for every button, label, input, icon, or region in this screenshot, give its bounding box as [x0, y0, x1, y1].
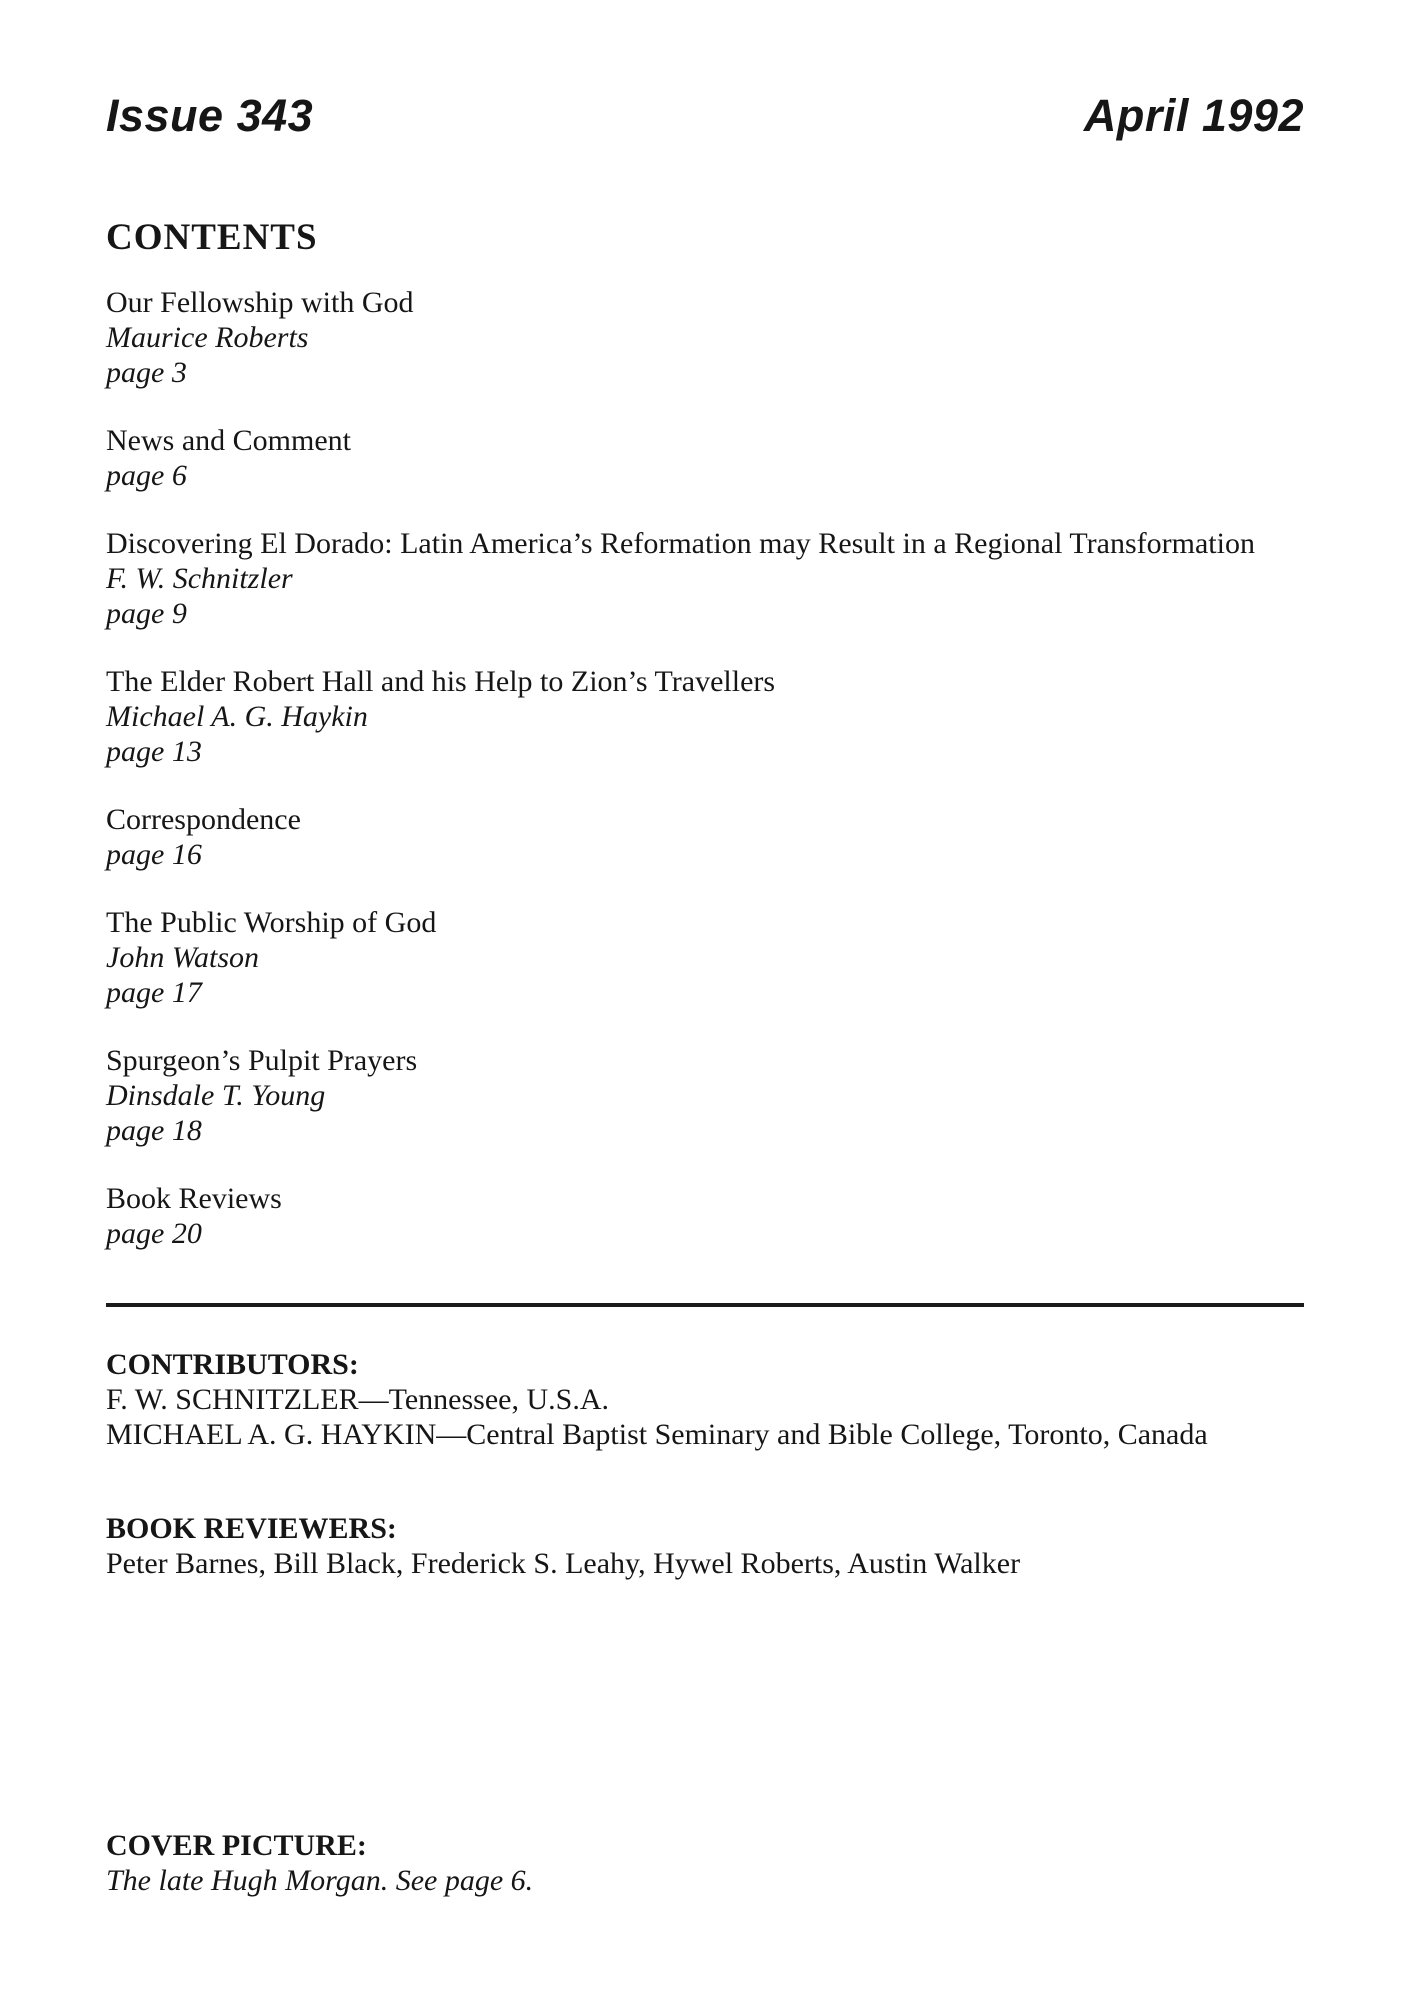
- table-of-contents: [106, 285, 1304, 1251]
- contributors-section: [106, 1347, 1304, 1452]
- item-title: The Public Worship of God: [106, 906, 437, 939]
- item-page: page 18: [106, 1114, 202, 1147]
- item-author: Michael A. G. Haykin: [106, 700, 368, 733]
- page-content: [106, 0, 1304, 1898]
- item-title: Spurgeon’s Pulpit Prayers: [106, 1044, 418, 1077]
- cover-picture-section: [106, 1828, 1304, 1898]
- toc-item: [106, 285, 1304, 390]
- toc-item: [106, 526, 1304, 631]
- item-page: page 13: [106, 735, 202, 768]
- item-author: John Watson: [106, 941, 260, 974]
- book-reviewers-line: Peter Barnes, Bill Black, Frederick S. Leahy, Hywel Roberts, Austin Walker: [106, 1547, 1021, 1580]
- item-title: Correspondence: [106, 803, 301, 836]
- issue-date: April 1992: [1083, 90, 1304, 141]
- contributor-line: MICHAEL A. G. HAYKIN—Central Baptist Seminary and Bible College, Toronto, Canada: [106, 1418, 1208, 1451]
- toc-item: [106, 802, 1304, 872]
- item-author: F. W. Schnitzler: [106, 562, 293, 595]
- toc-item: [106, 1181, 1304, 1251]
- masthead: [106, 88, 1304, 144]
- toc-item: [106, 905, 1304, 1010]
- item-title: Our Fellowship with God: [106, 286, 414, 319]
- book-reviewers-section: [106, 1511, 1304, 1581]
- item-page: page 20: [106, 1217, 202, 1250]
- item-title: Discovering El Dorado: Latin America’s Reformation may Result in a Regional Transformation: [106, 527, 1255, 560]
- item-page: page 16: [106, 838, 202, 871]
- toc-item: [106, 423, 1304, 493]
- cover-picture-caption: The late Hugh Morgan. See page 6.: [106, 1864, 534, 1897]
- item-page: page 17: [106, 976, 202, 1009]
- item-page: page 9: [106, 597, 187, 630]
- toc-item: [106, 664, 1304, 769]
- contributors-heading: CONTRIBUTORS:: [106, 1348, 359, 1381]
- item-page: page 6: [106, 459, 187, 492]
- toc-item: [106, 1043, 1304, 1148]
- contributor-line: F. W. SCHNITZLER—Tennessee, U.S.A.: [106, 1383, 609, 1416]
- book-reviewers-heading: BOOK REVIEWERS:: [106, 1512, 397, 1545]
- issue-number: Issue 343: [106, 90, 314, 141]
- item-title: Book Reviews: [106, 1182, 282, 1215]
- item-title: News and Comment: [106, 424, 351, 457]
- contents-heading: CONTENTS: [106, 217, 318, 258]
- cover-picture-heading: COVER PICTURE:: [106, 1829, 367, 1862]
- divider-rule: [106, 1303, 1304, 1307]
- item-page: page 3: [106, 356, 187, 389]
- item-author: Dinsdale T. Young: [106, 1079, 326, 1112]
- item-title: The Elder Robert Hall and his Help to Zion’s Travellers: [106, 665, 776, 698]
- item-author: Maurice Roberts: [106, 321, 309, 354]
